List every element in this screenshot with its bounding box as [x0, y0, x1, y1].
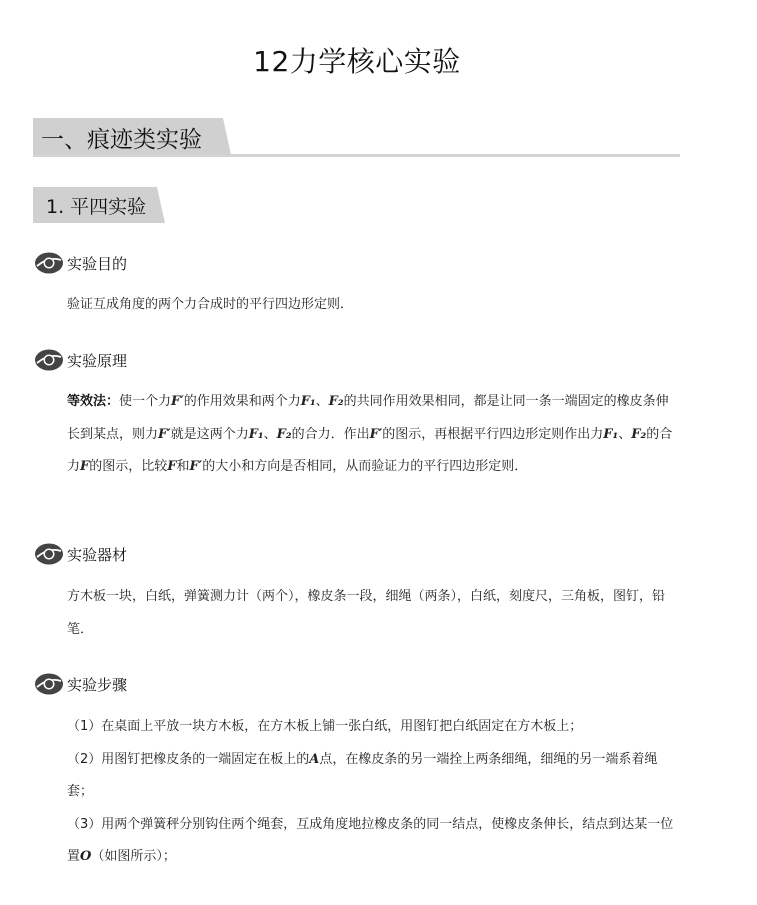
equipment-text: 方木板一块，白纸，弹簧测力计（两个），橡皮条一段，细绳（两条），白纸，刻度尺，三角板，图钉，铅笔．: [67, 589, 666, 637]
planet-icon: [34, 349, 64, 371]
steps-list: [67, 711, 677, 874]
page-title: 12力学核心实验: [253, 45, 461, 78]
equipment-heading: 实验器材: [67, 546, 128, 564]
principle-heading: 实验原理: [67, 352, 128, 370]
planet-icon: [34, 543, 64, 565]
purpose-text: 验证互成角度的两个力合成时的平行四边形定则．: [67, 297, 354, 312]
planet-icon: [34, 673, 64, 695]
principle-label: 等效法：: [67, 394, 120, 409]
step-1: （1）在桌面上平放一块方木板，在方木板上铺一张白纸，用图钉把白纸固定在方木板上；: [67, 719, 583, 734]
subsection-heading: 1. 平四实验: [46, 196, 147, 218]
steps-heading: 实验步骤: [67, 676, 128, 694]
step-2: （2）用图钉把橡皮条的一端固定在板上的A点，在橡皮条的另一端拴上两条细绳，细绳的另一端系着绳套；: [67, 751, 658, 799]
section-heading: 一、痕迹类实验: [41, 127, 202, 153]
step-3: （3）用两个弹簧秤分别钩住两个绳套，互成角度地拉橡皮条的同一结点，使橡皮条伸长，结点到达某一位置O（如图所示）；: [67, 816, 674, 864]
planet-icon: [34, 252, 64, 274]
principle-text: 等效法：使一个力F′的作用效果和两个力F₁、F₂的共同作用效果相同，都是让同一条一端固定的橡皮条伸长到某点，则力F′就是这两个力F₁、F₂的合力．作出F′的图示，再根据平行四边形定则作出力F₁、F₂的合力F的图示，比较F和F′的大小和方向是否相同，从而验证力的平行四边形定则．: [67, 394, 673, 474]
purpose-heading: 实验目的: [67, 255, 128, 273]
